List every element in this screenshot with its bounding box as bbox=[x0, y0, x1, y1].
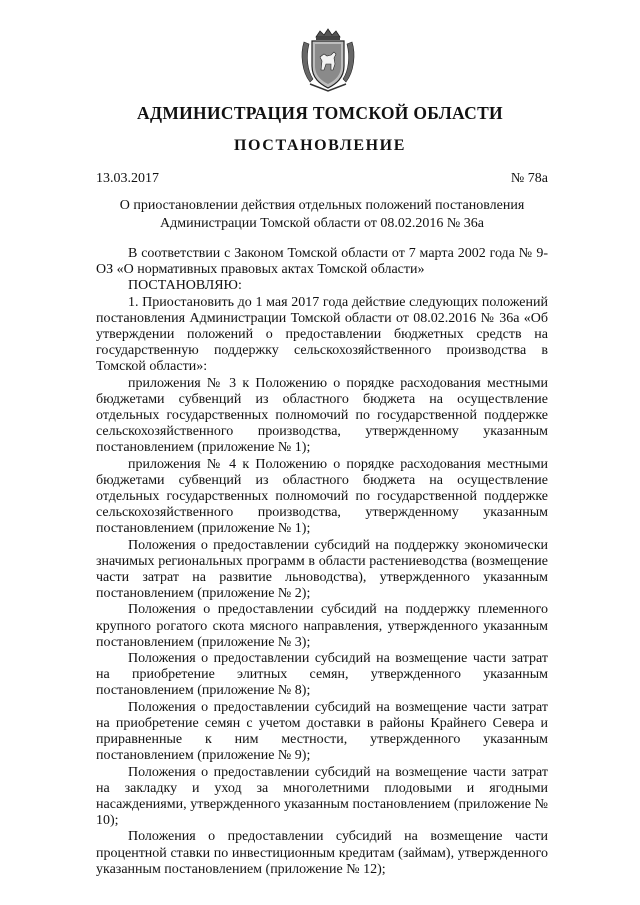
list-paragraph: Положения о предоставлении субсидий на возмещение части затрат на приобретение элитных семян, утвержденного указанным постановлением (приложение № 8); bbox=[96, 651, 548, 699]
list-paragraph: Положения о предоставлении субсидий на поддержку племенного крупного рогатого скота мясного направления, утвержденного указанным постановлением (приложение № 3); bbox=[96, 602, 548, 650]
organization-name: АДМИНИСТРАЦИЯ ТОМСКОЙ ОБЛАСТИ bbox=[137, 103, 503, 123]
list-paragraph: Положения о предоставлении субсидий на возмещение части затрат на закладку и уход за многолетними плодовыми и ягодными насаждениями, утвержденного указанным постановлением (приложение № 10); bbox=[96, 764, 548, 829]
coat-of-arms-emblem bbox=[300, 28, 356, 92]
list-paragraph: Положения о предоставлении субсидий на возмещение части процентной ставки по инвестиционным кредитам (займам), утвержденного указанным постановлением (приложение № 12); bbox=[96, 829, 548, 877]
document-body bbox=[96, 246, 548, 878]
list-paragraph: приложения № 3 к Положению о порядке расходования местными бюджетами субвенций из областного бюджета на осуществление отдельных государственных полномочий по государственной поддержке сельскохозяйственного производства, утвержденному указанным постановлением (приложение № 1); bbox=[96, 375, 548, 456]
list-paragraph: Положения о предоставлении субсидий на возмещение части затрат на приобретение семян с учетом доставки в районы Крайнего Севера и приравненные к ним местности, утвержденного указанным постановлением (приложение № 9); bbox=[96, 699, 548, 764]
list-paragraph: Положения о предоставлении субсидий на поддержку экономически значимых региональных программ в области растениеводства (возмещение части затрат на развитие льноводства), утвержденного указанным постановлением (приложение № 2); bbox=[96, 537, 548, 602]
preamble-paragraph: В соответствии с Законом Томской области от 7 марта 2002 года № 9-ОЗ «О нормативных правовых актах Томской области» bbox=[96, 246, 548, 278]
item-1-paragraph: 1. Приостановить до 1 мая 2017 года действие следующих положений постановления Администрации Томской области от 08.02.2016 № 36а «Об утверждении положений о предоставлении бюджетных средств на государственную поддержку сельскохозяйственного производства в Томской области»: bbox=[96, 294, 548, 375]
title-line-1: О приостановлении действия отдельных положений постановления bbox=[119, 198, 525, 213]
document-title bbox=[96, 197, 548, 232]
document-date: 13.03.2017 bbox=[96, 171, 159, 186]
title-line-2: Администрации Томской области от 08.02.2016 № 36а bbox=[160, 215, 484, 231]
list-paragraph: приложения № 4 к Положению о порядке расходования местными бюджетами субвенций из областного бюджета на осуществление отдельных государственных полномочий по государственной поддержке сельскохозяйственного производства, утвержденному указанным постановлением (приложение № 1); bbox=[96, 456, 548, 537]
resolve-heading: ПОСТАНОВЛЯЮ: bbox=[128, 278, 242, 294]
document-number: № 78а bbox=[510, 171, 548, 186]
document-type: ПОСТАНОВЛЕНИЕ bbox=[234, 137, 406, 154]
